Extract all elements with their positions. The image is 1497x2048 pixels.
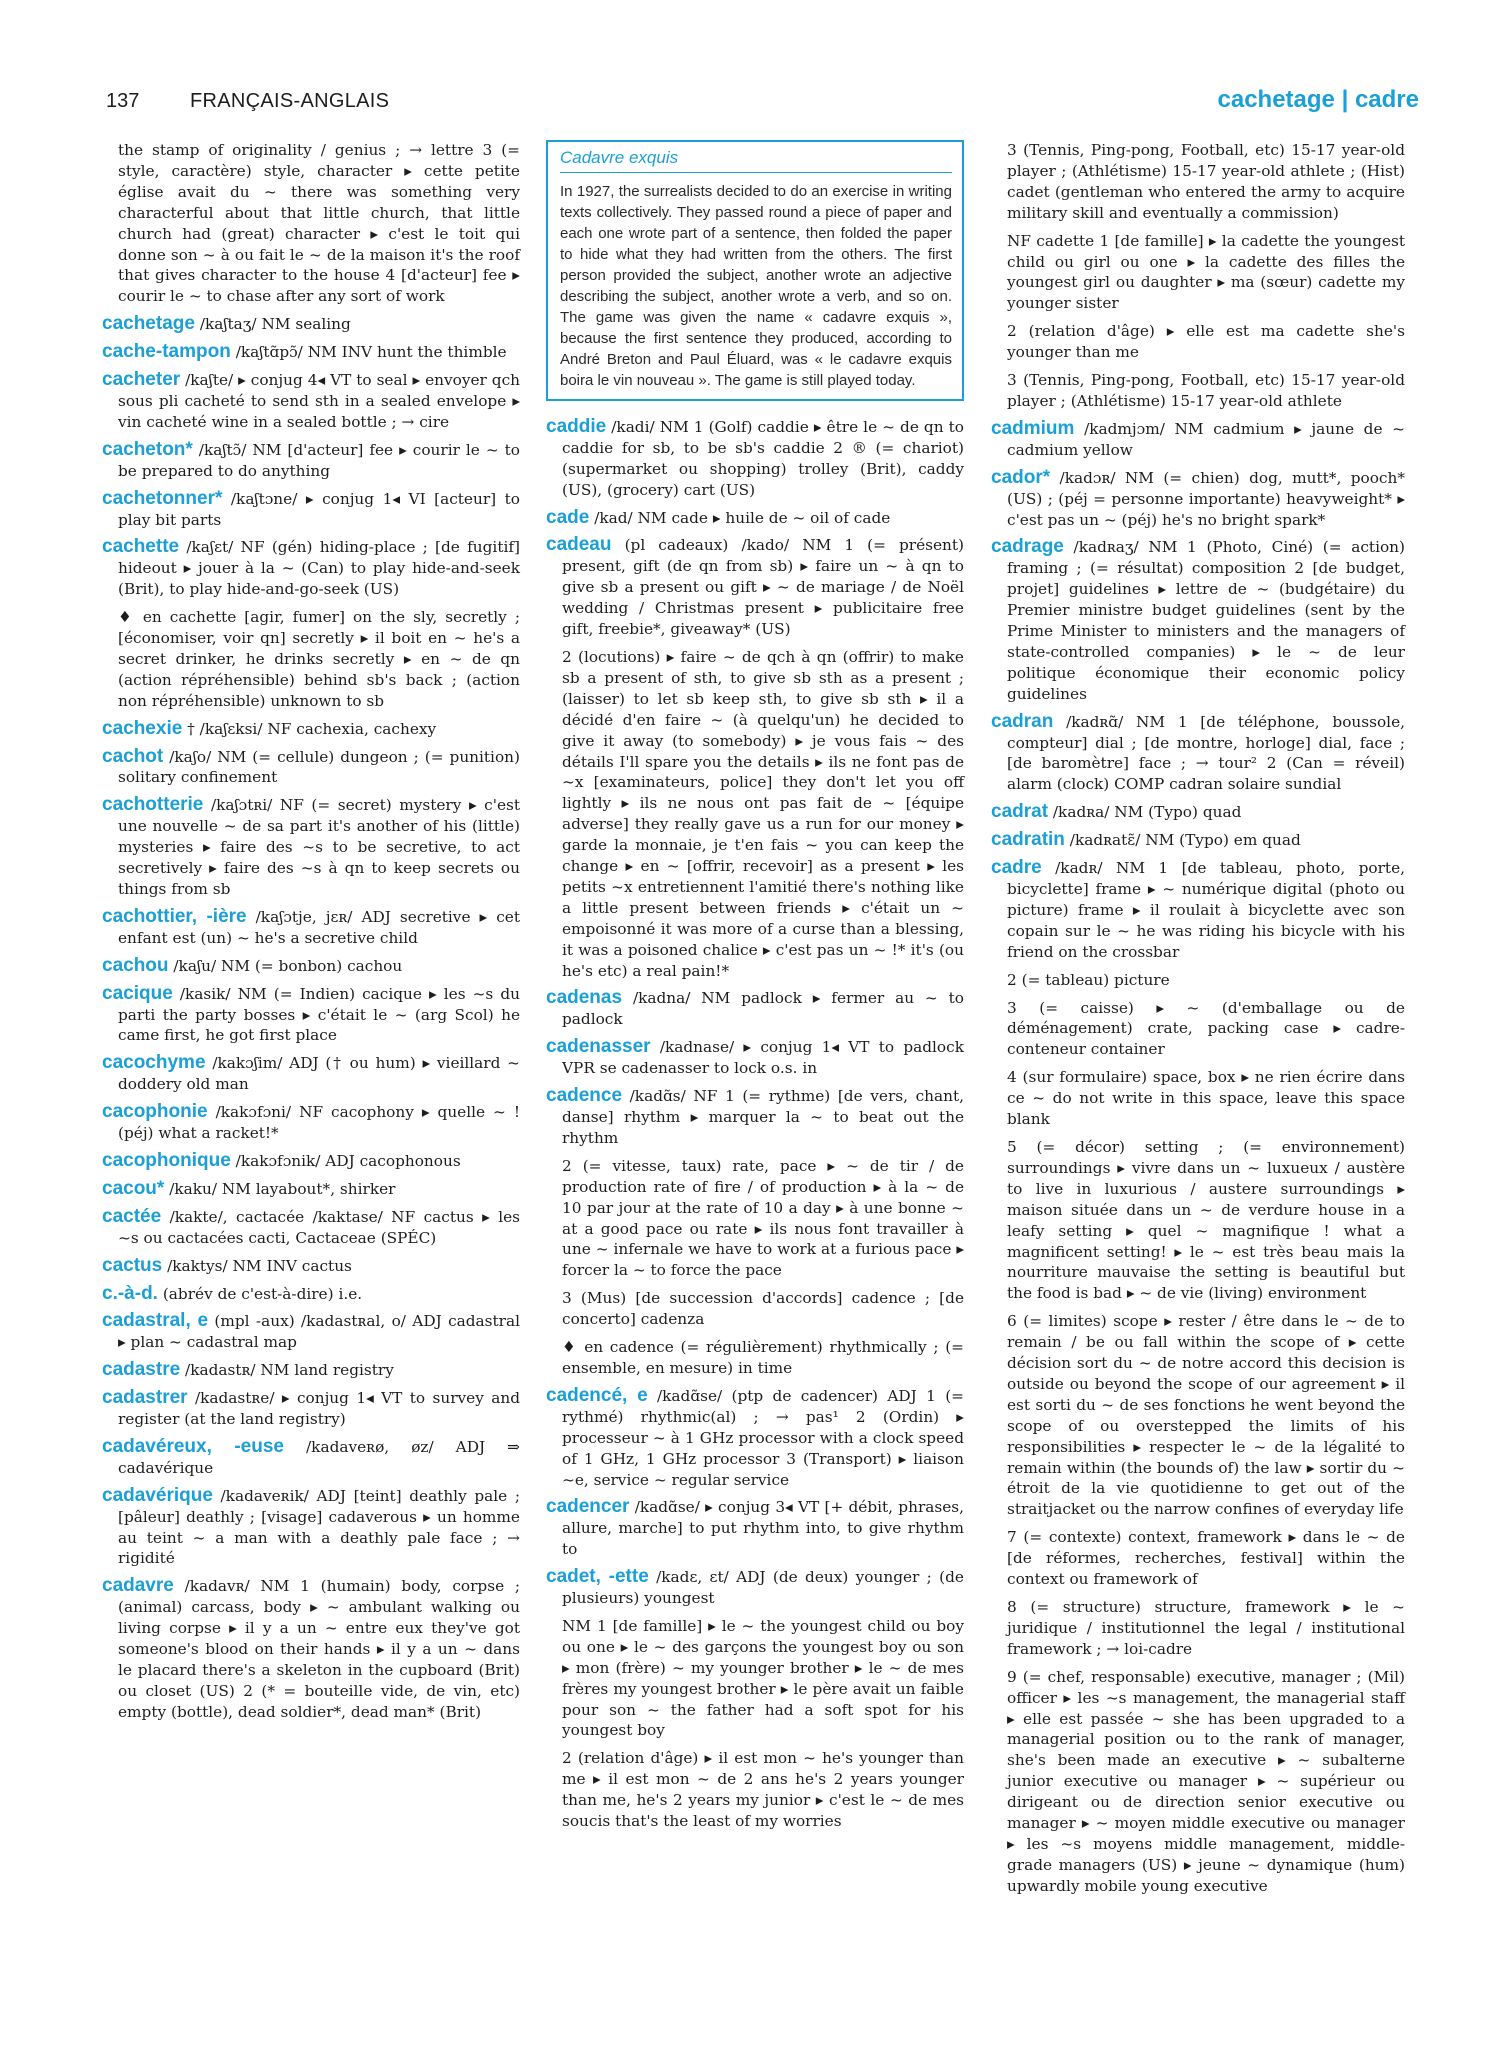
entry-text: (mpl -aux) /kadastʀal, o/ ADJ cadastral ▸ plan ~ cadastral map xyxy=(118,1312,520,1352)
headword: cachette xyxy=(102,536,180,558)
headword: cacophonie xyxy=(102,1101,208,1123)
headword: cadrat xyxy=(991,801,1049,823)
entry-text: /kaʃte/ ▸ conjug 4◂ VT to seal ▸ envoyer qch sous pli cacheté to send sth in a sealed envelope ▸ vin cacheté wine in a sealed bottle ; → cire xyxy=(118,371,520,431)
entry-text: /kadɑ̃s/ NF 1 (= rythme) [de vers, chant, danse] rhythm ▸ marquer la ~ to beat out the rhythm xyxy=(562,1087,964,1147)
dictionary-entry xyxy=(102,1576,520,1722)
entry-text: /kaʃo/ NM (= cellule) dungeon ; (= punition) solitary confinement xyxy=(118,747,520,787)
entry-text: /kadʀatɛ̃/ NM (Typo) em quad xyxy=(1069,831,1301,850)
dictionary-entry xyxy=(102,489,520,531)
entry-text: ♦ en cadence (= régulièrement) rhythmically ; (= ensemble, en mesure) in time xyxy=(562,1338,964,1377)
entry-continuation xyxy=(991,231,1405,315)
entry-continuation xyxy=(991,1137,1405,1304)
dictionary-entry xyxy=(102,440,520,482)
headword: cachetonner* xyxy=(102,487,223,509)
entry-text: /kadmjɔm/ NM cadmium ▸ jaune de ~ cadmium yellow xyxy=(1007,419,1405,459)
dictionary-entry xyxy=(546,1086,964,1149)
entry-continuation xyxy=(546,1616,964,1741)
entry-text: NF cadette 1 [de famille] ▸ la cadette the youngest child ou girl ou one ▸ la cadette des filles the youngest girl ou daughter ▸ ma (sœur) cadette my younger sister xyxy=(1007,231,1405,313)
entry-text: /kakɔʃim/ ADJ († ou hum) ▸ vieillard ~ doddery old man xyxy=(118,1054,520,1094)
entry-text: NM 1 [de famille] ▸ le ~ the youngest child ou boy ou one ▸ le ~ des garçons the youngest boy ou son ▸ mon (frère) ~ my younger brother ▸ le ~ de mes frères my youngest brother ▸ le père avait un faible pour son ~ the father had a soft spot for his youngest boy xyxy=(562,1616,964,1740)
dictionary-entry xyxy=(102,1179,520,1200)
entry-text: /kaʃɔtje, jɛʀ/ ADJ secretive ▸ cet enfant est (un) ~ he's a secretive child xyxy=(118,907,520,947)
entry-continuation xyxy=(546,1288,964,1330)
headword: cactée xyxy=(102,1205,162,1227)
entry-text: 4 (sur formulaire) space, box ▸ ne rien écrire dans ce ~ do not write in this space, leave this space blank xyxy=(1007,1068,1405,1129)
entry-text: /kaʃu/ NM (= bonbon) cachou xyxy=(173,956,403,975)
dictionary-entry xyxy=(102,1311,520,1353)
dictionary-entry xyxy=(102,537,520,600)
headword: cadenas xyxy=(546,987,623,1009)
headword: cadeau xyxy=(546,534,612,556)
dictionary-entry xyxy=(102,719,520,740)
entry-text: 3 (Mus) [de succession d'accords] cadence ; [de concerto] cadenza xyxy=(562,1289,964,1329)
headword: cadenasser xyxy=(546,1036,651,1058)
entry-text: /kadavʀ/ NM 1 (humain) body, corpse ; (animal) carcass, body ▸ ~ ambulant walking ou living corpse ▸ il y a un ~ entre eux they've got someone's blood on their hands ▸ il y a un ~ dans le placard there's a skeleton in the cupboard (Brit) ou closet (US) 2 (* = bouteille vide, de vin, etc) empty (bottle), dead soldier*, dead man* (Brit) xyxy=(118,1577,520,1721)
dictionary-entry xyxy=(546,1497,964,1560)
headword: cachetage xyxy=(102,313,195,335)
dictionary-entry xyxy=(102,1437,520,1479)
dictionary-entry xyxy=(991,419,1405,461)
entry-text: /kadnase/ ▸ conjug 1◂ VT to padlock VPR se cadenasser to lock o.s. in xyxy=(562,1038,964,1078)
headword: caddie xyxy=(546,415,607,437)
headword: cadastrer xyxy=(102,1387,188,1409)
entry-continuation xyxy=(102,140,520,307)
dictionary-entry xyxy=(102,1151,520,1172)
headword: cachot xyxy=(102,745,164,767)
headword: cadavérique xyxy=(102,1484,213,1506)
entry-text: /kaʃtɔne/ ▸ conjug 1◂ VI [acteur] to play bit parts xyxy=(118,489,520,529)
entry-text: /kadastʀe/ ▸ conjug 1◂ VT to survey and register (at the land registry) xyxy=(118,1389,520,1429)
dictionary-entry xyxy=(991,468,1405,531)
dictionary-entry xyxy=(102,1207,520,1249)
entry-text: /kaʃɛt/ NF (gén) hiding-place ; [de fugitif] hideout ▸ jouer à la ~ (Can) to play hide-and-seek (Brit), to play hide-and-go-seek (US) xyxy=(118,538,520,599)
dictionary-entry xyxy=(102,907,520,949)
entry-text: /kad/ NM cade ▸ huile de ~ oil of cade xyxy=(594,508,891,527)
headword: cacochyme xyxy=(102,1052,206,1074)
entry-text: /kadɔʀ/ NM (= chien) dog, mutt*, pooch* (US) ; (péj = personne importante) heavyweight* ▸ c'est pas un ~ (péj) he's no bright spark* xyxy=(1007,468,1405,529)
headword: cadratin xyxy=(991,829,1065,851)
entry-text: /kadɑ̃se/ (ptp de cadencer) ADJ 1 (= rythmé) rhythmic(al) ; → pas¹ 2 (Ordin) ▸ processeur ~ à 1 GHz processor with a clock speed of 1 GHz, 1 GHz processor 3 (Transport) ▸ liaison ~e, service ~ regular service xyxy=(562,1386,964,1489)
dictionary-entry xyxy=(991,830,1405,851)
entry-continuation xyxy=(991,1067,1405,1130)
culture-note-title: Cadavre exquis xyxy=(560,148,952,173)
entry-text: 3 (Tennis, Ping-pong, Football, etc) 15-17 year-old player ; (Athlétisme) 15-17 year-old athlete ; (Hist) cadet (gentleman who entered the army to acquire military skill and eventually a commission) xyxy=(1007,141,1405,222)
entry-continuation xyxy=(991,321,1405,363)
dictionary-entry xyxy=(991,802,1405,823)
headword: cadre xyxy=(991,857,1042,879)
entry-text: 3 (= caisse) ▸ ~ (d'emballage ou de déménagement) crate, packing case ▸ cadre-conteneur container xyxy=(1007,998,1405,1059)
entry-text: ♦ en cachette [agir, fumer] on the sly, secretly ; [économiser, voir qn] secretly ▸ il boit en ~ he's a secret drinker, he drinks secretly ▸ en ~ de qn (action répréhensible) behind sb's back ; (action non répréhensible) unknown to sb xyxy=(118,608,520,710)
entry-text: 7 (= contexte) context, framework ▸ dans le ~ de [de réformes, recherches, festival] within the context ou framework of xyxy=(1007,1528,1405,1589)
headword: c.-à-d. xyxy=(102,1282,158,1304)
entry-text: /kakɔfɔnik/ ADJ cacophonous xyxy=(235,1151,461,1170)
running-head: cachetage | cadre xyxy=(1217,86,1419,113)
entry-text: /kadʀ/ NM 1 [de tableau, photo, porte, bicyclette] frame ▸ ~ numérique digital (photo ou picture) frame ▸ il roulait à bicyclette avec son copain sur le ~ he was riding his bicycle with his friend on the crossbar xyxy=(1007,859,1405,961)
entry-text: /kaʃtɑ̃pɔ̃/ NM INV hunt the thimble xyxy=(235,343,507,362)
headword: cadmium xyxy=(991,417,1075,439)
entry-text: the stamp of originality / genius ; → lettre 3 (= style, caractère) style, character ▸ cette petite église avait du ~ there was something very characterful about that little church, that little church had (great) character ▸ c'est le toit qui donne son ~ à ou fait le ~ de la maison it's the roof that gives character to the house 4 [d'acteur] fee ▸ courir le ~ to chase after any sort of work xyxy=(118,141,520,306)
entry-text: 5 (= décor) setting ; (= environnement) surroundings ▸ vivre dans un ~ luxueux / austère to live in luxurious / austere surroundings ▸ maison située dans un ~ de verdure house in a leafy setting ▸ quel ~ magnifique ! what a magnificent setting! ▸ le ~ est très beau mais la nourriture mauvaise the setting is beautiful but the food is bad ▸ ~ de vie (living) environment xyxy=(1007,1137,1405,1303)
dictionary-entry xyxy=(546,417,964,501)
entry-continuation xyxy=(102,607,520,712)
headword: cacou* xyxy=(102,1177,165,1199)
entry-text: /kadastʀ/ NM land registry xyxy=(185,1361,394,1380)
entry-text: (pl cadeaux) /kado/ NM 1 (= présent) present, gift (de qn from sb) ▸ faire un ~ à qn to give sb a present ou gift ▸ ~ de mariage / de Noël wedding / Christmas present ▸ publicitaire free gift, freebie*, giveaway* (US) xyxy=(562,536,964,639)
headword: cadrage xyxy=(991,536,1064,558)
entry-continuation xyxy=(991,1311,1405,1520)
entry-text: /kakɔfɔni/ NF cacophony ▸ quelle ~ ! (péj) what a racket!* xyxy=(118,1103,520,1143)
entry-continuation xyxy=(991,140,1405,224)
entry-text: /kadɑ̃se/ ▸ conjug 3◂ VT [+ débit, phrases, allure, marche] to put rhythm into, to give rhythm to xyxy=(562,1498,964,1559)
dictionary-entry xyxy=(102,1053,520,1095)
culture-note-box xyxy=(546,140,964,401)
entry-text: 2 (relation d'âge) ▸ elle est ma cadette she's younger than me xyxy=(1007,322,1405,362)
headword: cadran xyxy=(991,710,1054,732)
headword: cachexie xyxy=(102,717,183,739)
entry-text: † /kaʃɛksi/ NF cachexia, cachexy xyxy=(187,719,437,738)
column-3 xyxy=(991,140,1405,1904)
dictionary-entry xyxy=(546,1386,964,1491)
entry-continuation xyxy=(546,1748,964,1832)
entry-continuation xyxy=(991,998,1405,1061)
entry-text: /kadʀaʒ/ NM 1 (Photo, Ciné) (= action) framing ; (= résultat) composition 2 [de budget, projet] guidelines ▸ lettre de ~ (budgétaire) du Premier ministre budget guidelines (sent by the Prime Minister to ministers and the managers of state-controlled companies) ▸ le ~ de leur politique économique their economic policy guidelines xyxy=(1007,538,1405,703)
dictionary-entry xyxy=(102,956,520,977)
entry-text: /kadʀɑ̃/ NM 1 [de téléphone, boussole, compteur] dial ; [de montre, horloge] dial, face ; [de baromètre] face ; → tour² 2 (Can = réveil) alarm (clock) COMP cadran solaire sundial xyxy=(1007,712,1405,794)
entry-text: 2 (= tableau) picture xyxy=(1007,970,1170,989)
dictionary-entry xyxy=(546,1567,964,1609)
entry-text: /kadi/ NM 1 (Golf) caddie ▸ être le ~ de qn to caddie for sb, to be sb's caddie 2 ® (= chariot) (supermarket ou shopping) trolley (Brit), caddy (US), (grocery) cart (US) xyxy=(562,417,964,499)
entry-text: /kaʃtaʒ/ NM sealing xyxy=(199,315,351,334)
headword: cachotterie xyxy=(102,794,204,816)
entry-text: /kaʃtɔ̃/ NM [d'acteur] fee ▸ courir le ~ to be prepared to do anything xyxy=(118,440,520,480)
dictionary-entry xyxy=(102,1388,520,1430)
section-title: FRANÇAIS-ANGLAIS xyxy=(190,90,390,112)
headword: cadastre xyxy=(102,1359,181,1381)
entry-continuation xyxy=(991,370,1405,412)
dictionary-entry xyxy=(991,712,1405,796)
entry-text: /kaku/ NM layabout*, shirker xyxy=(169,1179,396,1198)
dictionary-entry xyxy=(546,988,964,1030)
headword: cadavre xyxy=(102,1575,174,1597)
headword: cadastral, e xyxy=(102,1310,209,1332)
entry-continuation xyxy=(991,1667,1405,1897)
dictionary-entry xyxy=(102,342,520,363)
dictionary-entry xyxy=(102,1284,520,1305)
dictionary-entry xyxy=(102,314,520,335)
headword: cactus xyxy=(102,1254,163,1276)
headword: cadencer xyxy=(546,1496,630,1518)
headword: cachottier, -ière xyxy=(102,905,247,927)
entry-text: 2 (relation d'âge) ▸ il est mon ~ he's younger than me ▸ il est mon ~ de 2 ans he's 2 years younger than me, he's 2 years my junior ▸ c'est le ~ de mes soucis that's the least of my worries xyxy=(562,1749,964,1831)
dictionary-entry xyxy=(102,795,520,900)
headword: cacique xyxy=(102,982,173,1004)
entry-text: /kadɛ, ɛt/ ADJ (de deux) younger ; (de plusieurs) youngest xyxy=(562,1568,964,1608)
headword: cadence xyxy=(546,1085,623,1107)
page-number: 137 xyxy=(106,90,140,112)
entry-text: 6 (= limites) scope ▸ rester / être dans le ~ de to remain / be ou fall within the scope of ▸ cette décision sort du ~ de notre accord this decision is outside ou beyond the scope of our agreement ▸ il est sorti du ~ de ses fonctions he went beyond the scope of ou overstepped the limits of his responsibilities ▸ respecter le ~ de la légalité to remain within (the bounds of) the law ▸ sortir du ~ étroit de la vie quotidienne to get out of the straitjacket ou the narrow confines of everyday life xyxy=(1007,1312,1405,1519)
entry-continuation xyxy=(991,1527,1405,1590)
entry-text: /kadaveʀik/ ADJ [teint] deathly pale ; [pâleur] deathly ; [visage] cadaverous ▸ un homme au teint ~ a man with a deathly pale face ; → rigidité xyxy=(118,1486,520,1568)
entry-text: 2 (locutions) ▸ faire ~ de qch à qn (offrir) to make sb a present of sth, to give sb sth as a present ; (laisser) to let sb keep sth, to give sb sth ▸ il a décidé d'en faire ~ (à quelqu'un) he decided to give it away (to somebody) ▸ je vous fais ~ des détails I'll spare you the details ▸ ils ne font pas de ~x [examinateurs, police] they don't let you off lightly ▸ ils ne nous ont pas fait de ~ [équipe adverse] they really gave us a run for our money ▸ garde la monnaie, je t'en fais ~ you can keep the change ▸ en ~ [offrir, recevoir] as a present ▸ les petits ~x entretiennent l'amitié there's nothing like a little present between friends ▸ c'était un ~ empoisonné it was more of a curse than a blessing, it was a poisoned chalice ▸ c'est pas un ~ !* it's (ou he's etc) a real pain!* xyxy=(562,647,964,980)
column-2 xyxy=(546,140,964,1839)
entry-text: /kakte/, cactacée /kaktase/ NF cactus ▸ les ~s ou cactacées cacti, Cactaceae (SPÉC) xyxy=(118,1207,520,1247)
headword: cadavéreux, -euse xyxy=(102,1435,284,1457)
entry-text: /kasik/ NM (= Indien) cacique ▸ les ~s du parti the party bosses ▸ c'était le ~ (arg Scol) he came first, he got first place xyxy=(118,984,520,1045)
headword: cache-tampon xyxy=(102,341,231,363)
entry-continuation xyxy=(546,647,964,982)
headword: cacophonique xyxy=(102,1149,231,1171)
dictionary-entry xyxy=(102,1486,520,1570)
entry-continuation xyxy=(991,1597,1405,1660)
dictionary-entry xyxy=(102,984,520,1047)
entry-text: 8 (= structure) structure, framework ▸ le ~ juridique / institutionnel the legal / institutional framework ; → loi-cadre xyxy=(1007,1598,1405,1658)
entry-continuation xyxy=(991,970,1405,991)
dictionary-entry xyxy=(546,1037,964,1079)
dictionary-entry xyxy=(991,858,1405,963)
dictionary-entry xyxy=(991,537,1405,704)
dictionary-entry xyxy=(102,1360,520,1381)
dictionary-entry xyxy=(546,535,964,640)
dictionary-entry xyxy=(102,370,520,433)
entry-text: /kadna/ NM padlock ▸ fermer au ~ to padlock xyxy=(562,989,964,1029)
entry-text: /kadʀa/ NM (Typo) quad xyxy=(1052,803,1242,822)
dictionary-entry xyxy=(102,747,520,789)
culture-note-body: In 1927, the surrealists decided to do an exercise in writing texts collectively. They passed round a piece of paper and each one wrote part of a sentence, then folded the paper to hide what they had written from the others. The first person provided the subject, another wrote an adjective describing the subject, another wrote a verb, and so on. The game was given the name « cadavre exquis », because the first sentence they produced, according to André Breton and Paul Éluard, was « le cadavre exquis boira le vin nouveau ». The game is still played today. xyxy=(560,182,952,389)
entry-text: /kaʃɔtʀi/ NF (= secret) mystery ▸ c'est une nouvelle ~ de sa part it's another of his (little) mysteries ▸ faire des ~s to be secretive, to act secretively ▸ faire des ~s à qn to keep secrets ou things from sb xyxy=(118,796,520,898)
page-header xyxy=(0,86,1497,122)
headword: cacheton* xyxy=(102,438,193,460)
headword: cacheter xyxy=(102,369,181,391)
entry-text: /kadaveʀø, øz/ ADJ ⇒ cadavérique xyxy=(118,1437,520,1477)
headword: cachou xyxy=(102,954,169,976)
entry-text: 3 (Tennis, Ping-pong, Football, etc) 15-17 year-old player ; (Athlétisme) 15-17 year-old athlete xyxy=(1007,371,1405,410)
entry-text: 9 (= chef, responsable) executive, manager ; (Mil) officer ▸ les ~s management, the managerial staff ▸ elle est passée ~ she has been upgraded to a managerial position ou to the rank of manager, she's been made an executive ▸ ~ subalterne junior executive ou manager ▸ ~ supérieur ou dirigeant ou de direction senior executive ou manager ▸ ~ moyen middle executive ou manager ▸ les ~s moyens middle management, middle-grade managers (US) ▸ jeune ~ dynamique (hum) upwardly mobile young executive xyxy=(1007,1667,1405,1895)
entry-text: 2 (= vitesse, taux) rate, pace ▸ ~ de tir / de production rate of fire / of production ▸ à la ~ de 10 par jour at the rate of 10 a day ▸ à une bonne ~ at a good pace ou rate ▸ ils nous font travailler à une ~ infernale we have to work at a furious pace ▸ forcer la ~ to force the pace xyxy=(562,1156,964,1280)
dictionary-entry xyxy=(102,1256,520,1277)
headword: cadencé, e xyxy=(546,1384,648,1406)
entry-text: /kaktys/ NM INV cactus xyxy=(167,1256,352,1275)
headword: cador* xyxy=(991,466,1051,488)
entry-continuation xyxy=(546,1337,964,1379)
entry-text: (abrév de c'est-à-dire) i.e. xyxy=(162,1284,363,1303)
entry-continuation xyxy=(546,1156,964,1281)
headword: cade xyxy=(546,506,590,528)
column-1 xyxy=(102,140,520,1730)
dictionary-entry xyxy=(102,1102,520,1144)
headword: cadet, -ette xyxy=(546,1566,649,1588)
dictionary-entry xyxy=(546,508,964,529)
